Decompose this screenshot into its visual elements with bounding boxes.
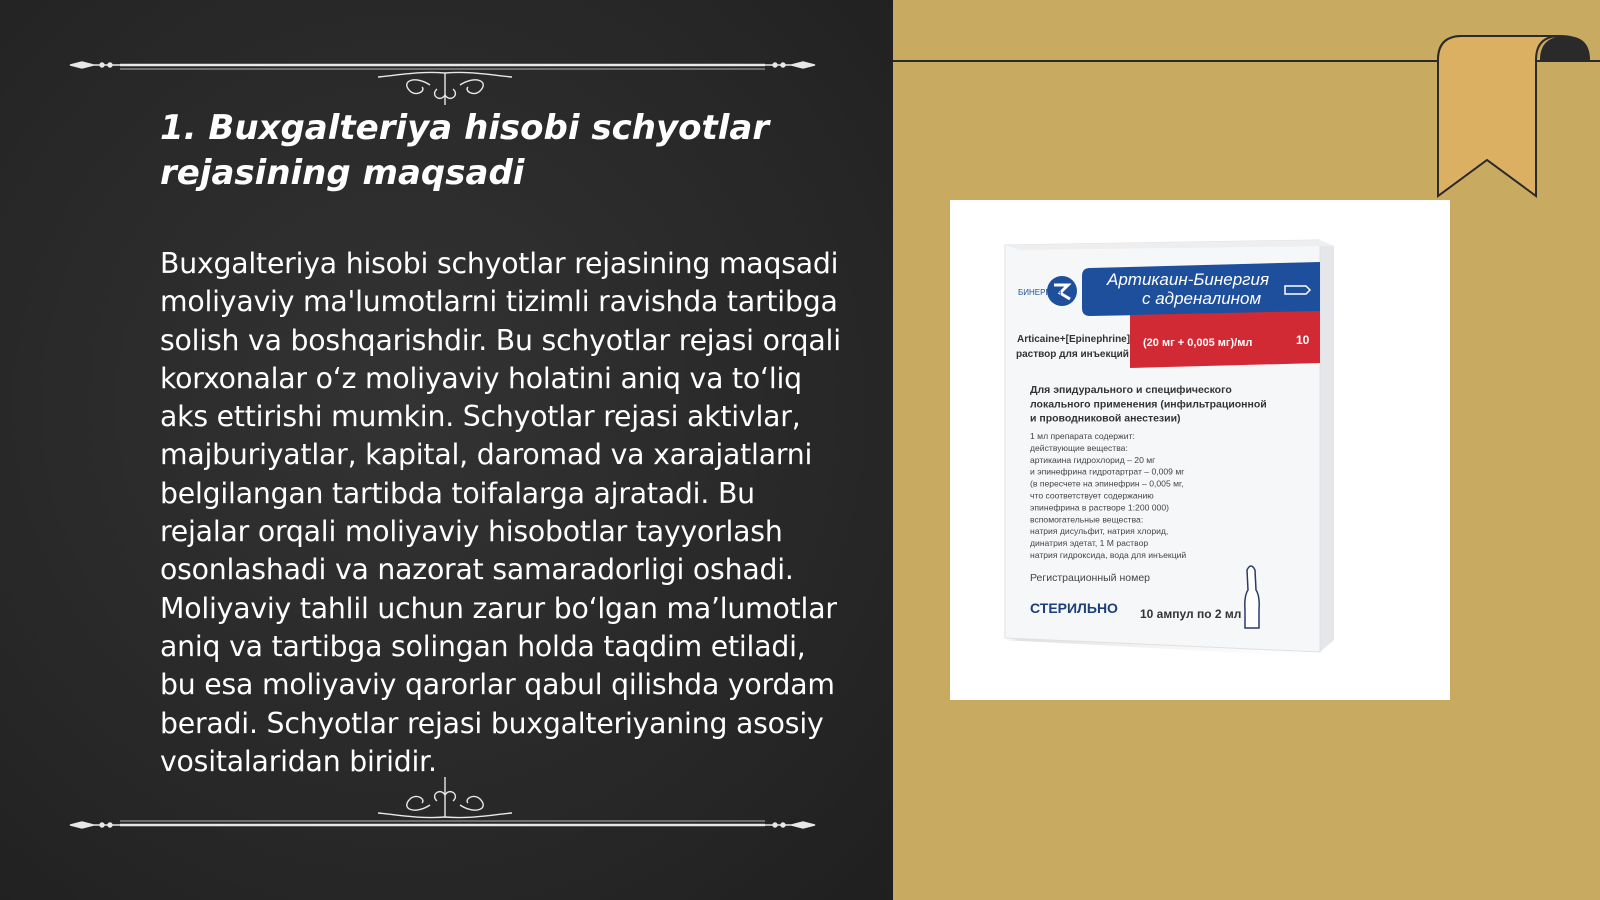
box-name-line1: Артикаин-Бинергия bbox=[1107, 270, 1270, 289]
box-name-line2: с адреналином bbox=[1142, 289, 1262, 308]
box-form: раствор для инъекций bbox=[1016, 349, 1129, 360]
box-brand: БИНЕРГИЯ bbox=[1018, 288, 1062, 297]
box-reg-number: Регистрационный номер bbox=[1030, 572, 1150, 584]
slide-body-text: Buxgalteriya hisobi schyotlar rejasining maqsadi moliyaviy ma'lumotlarni tizimli ravishda tartibga solish va boshqarishdir. Bu schyotlar rejasi orqali korxonalar o‘z moliyaviy holatini aniq va to‘liq aks ettirishi mumkin. Schyotlar rejasi aktivlar, majburiyatlar, kapital, daromad va xarajatlarni belgilangan tartibda toifalarga ajratadi. Bu rejalar orqali moliyaviy hisobotlar tayyorlash osonlashadi va nazorat samaradorligi oshadi. Moliyaviy tahlil uchun zarur bo‘lgan ma’lumotlar aniq va tartibga solingan holda taqdim etiladi, bu esa moliyaviy qarorlar qabul qilishda yordam beradi. Schyotlar rejasi buxgalteriyaning asosiy vositalaridan biridir. bbox=[160, 247, 841, 778]
ornament-top bbox=[60, 45, 830, 105]
box-count-badge: 10 bbox=[1296, 333, 1310, 347]
box-usage-line: и проводниковой анестезии) bbox=[1030, 412, 1181, 425]
box-composition-line: и эпинефрина гидротартрат – 0,009 мг bbox=[1030, 466, 1185, 477]
box-sterile: СТЕРИЛЬНО bbox=[1030, 600, 1118, 616]
box-composition-line: (в пересчете на эпинефрин – 0,005 мг, bbox=[1030, 478, 1184, 489]
box-usage-line: локального применения (инфильтрационной bbox=[1030, 398, 1267, 411]
box-composition-line: 1 мл препарата содержит: bbox=[1030, 431, 1135, 441]
product-photo bbox=[950, 200, 1450, 700]
bookmark-ribbon bbox=[1430, 30, 1600, 200]
ornament-bottom bbox=[60, 775, 830, 835]
box-composition-line: натрия дисульфит, натрия хлорид, bbox=[1030, 526, 1169, 537]
box-composition-line: динатрия эдетат, 1 М раствор bbox=[1030, 538, 1149, 549]
box-usage-line: Для эпидурального и специфического bbox=[1030, 384, 1232, 396]
box-composition-line: вспомогательные вещества: bbox=[1030, 514, 1144, 525]
box-composition-line: артикаина гидрохлорид – 20 мг bbox=[1030, 454, 1156, 465]
box-inn: Articaine+[Epinephrine] bbox=[1017, 334, 1131, 345]
box-dosage: (20 мг + 0,005 мг)/мл bbox=[1143, 337, 1253, 349]
slide-title: 1. Buxgalteriya hisobi schyotlar rejasining maqsadi bbox=[160, 108, 770, 193]
box-ampoules: 10 ампул по 2 мл bbox=[1140, 607, 1242, 621]
medicine-box-image bbox=[950, 200, 1450, 700]
box-composition-line: действующие вещества: bbox=[1030, 442, 1128, 453]
box-composition-line: что соответствует содержанию bbox=[1030, 490, 1154, 501]
box-composition-line: эпинефрина в растворе 1:200 000) bbox=[1030, 502, 1169, 513]
box-composition-line: натрия гидроксида, вода для инъекций bbox=[1030, 550, 1187, 560]
